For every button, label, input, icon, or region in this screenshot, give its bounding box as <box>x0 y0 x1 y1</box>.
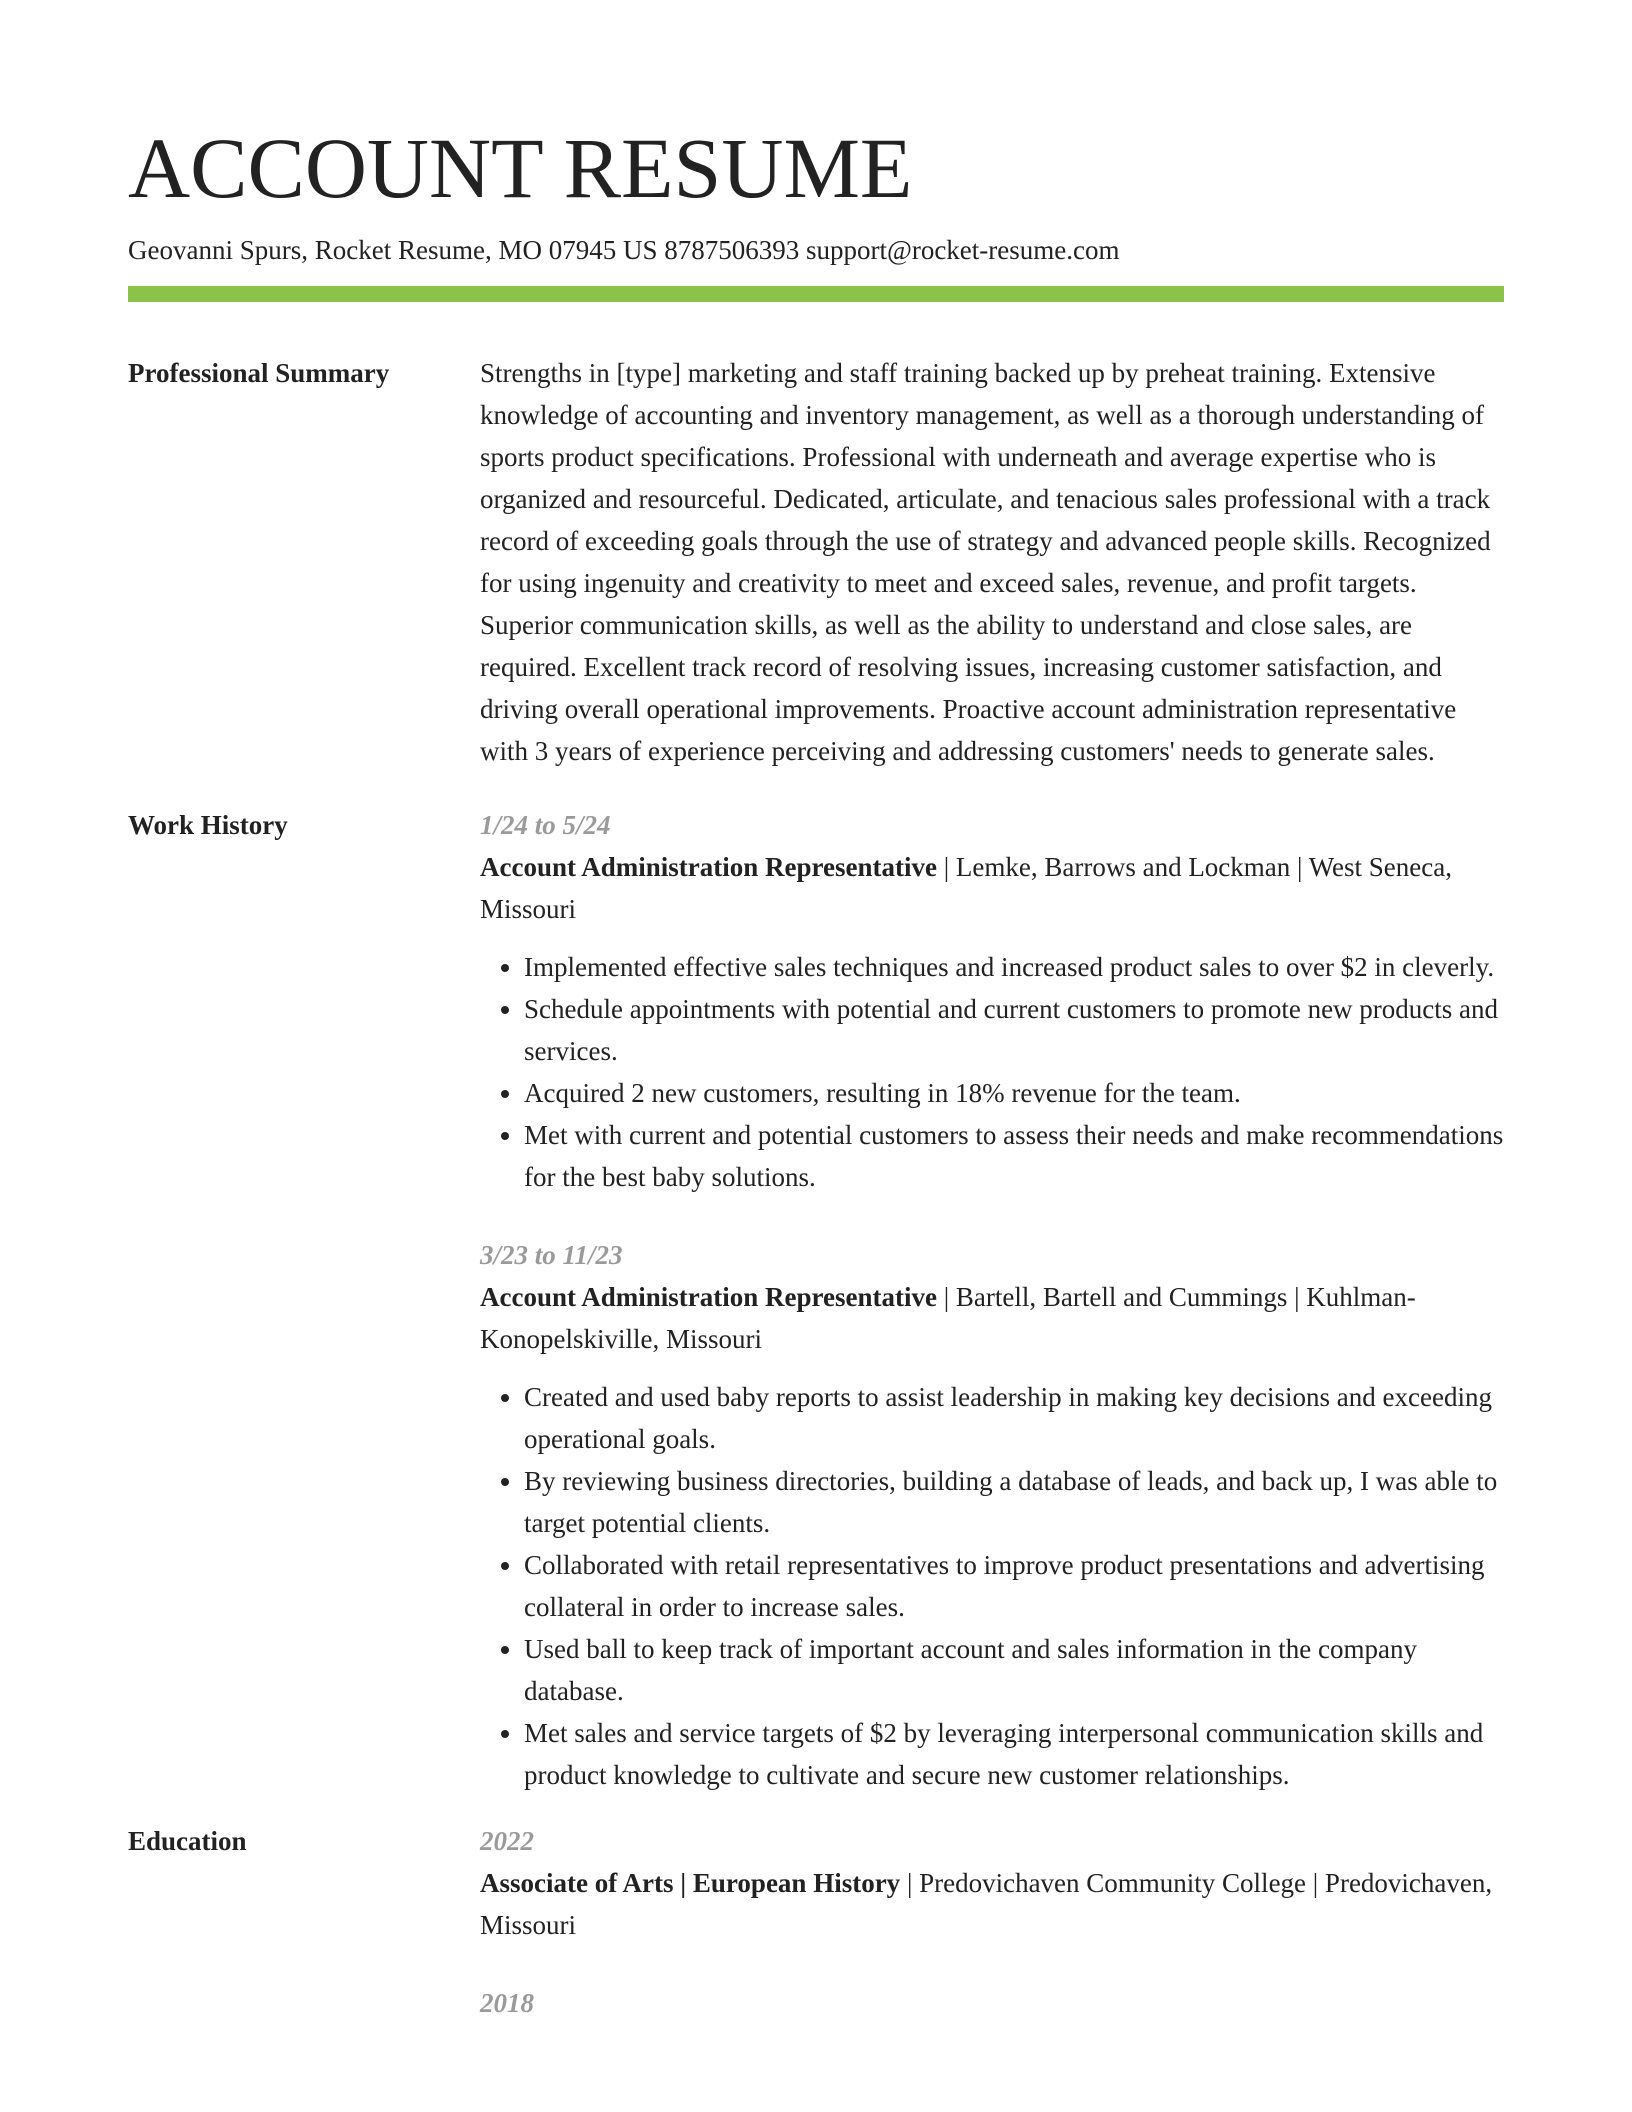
job-dates: 3/23 to 11/23 <box>480 1240 623 1270</box>
list-item: • Collaborated with retail representatives to improve product presentations and advertising collateral in order to increase sales. <box>524 1544 1504 1628</box>
job-details: | Bartell, Bartell and Cummings | Kuhlman-Konopelskiville, Missouri <box>480 1282 1416 1354</box>
education-entry <box>480 1982 1504 2024</box>
job-heading <box>480 1276 1504 1360</box>
section-label-education: Education <box>128 1826 247 1856</box>
education-year: 2018 <box>480 1988 534 2018</box>
list-item: • Acquired 2 new customers, resulting in 18% revenue for the team. <box>524 1072 1504 1114</box>
section-label-work: Work History <box>128 810 288 840</box>
education-heading <box>480 1862 1504 1946</box>
job-entry <box>480 804 1504 1198</box>
list-item: • By reviewing business directories, building a database of leads, and back up, I was able to target potential clients. <box>524 1460 1504 1544</box>
list-item: • Met with current and potential customers to assess their needs and make recommendations for the best baby solutions. <box>524 1114 1504 1198</box>
job-details: | Lemke, Barrows and Lockman | West Seneca, Missouri <box>480 852 1452 924</box>
education-section <box>128 1820 1504 2024</box>
list-item: • Implemented effective sales techniques and increased product sales to over $2 in cleverly. <box>524 946 1504 988</box>
list-item: • Used ball to keep track of important account and sales information in the company database. <box>524 1628 1504 1712</box>
summary-text: Strengths in [type] marketing and staff training backed up by preheat training. Extensive knowledge of accounting and inventory management, as well as a thorough understanding of sports product specifications. Professional with underneath and average expertise who is organized and resourceful. Dedicated, articulate, and tenacious sales professional with a track record of exceeding goals through the use of strategy and advanced people skills. Recognized for using ingenuity and creativity to meet and exceed sales, revenue, and profit targets. Superior communication skills, as well as the ability to understand and close sales, are required. Excellent track record of resolving issues, increasing customer satisfaction, and driving overall operational improvements. Proactive account administration representative with 3 years of experience perceiving and addressing customers' needs to generate sales. <box>480 358 1491 766</box>
job-bullets <box>480 946 1504 1198</box>
education-year: 2022 <box>480 1826 534 1856</box>
resume-page <box>128 0 1504 2024</box>
education-body <box>480 1820 1504 2024</box>
work-history-section <box>128 804 1504 1796</box>
job-title: Account Administration Representative <box>480 852 937 882</box>
resume-title: ACCOUNT RESUME <box>128 120 913 216</box>
work-history-body <box>480 804 1504 1796</box>
header-divider <box>128 286 1504 302</box>
job-entry <box>480 1234 1504 1796</box>
contact-line: Geovanni Spurs, Rocket Resume, MO 07945 US 8787506393 support@rocket-resume.com <box>128 235 1120 265</box>
job-bullets <box>480 1376 1504 1796</box>
list-item: • Met sales and service targets of $2 by leveraging interpersonal communication skills and product knowledge to cultivate and secure new customer relationships. <box>524 1712 1504 1796</box>
job-heading <box>480 846 1504 930</box>
summary-section <box>128 352 1504 772</box>
list-item: • Schedule appointments with potential and current customers to promote new products and services. <box>524 988 1504 1072</box>
degree-title: Associate of Arts | European History <box>480 1868 901 1898</box>
education-details: | Predovichaven Community College | Predovichaven, Missouri <box>480 1868 1493 1940</box>
job-dates: 1/24 to 5/24 <box>480 810 611 840</box>
job-title: Account Administration Representative <box>480 1282 937 1312</box>
education-entry <box>480 1820 1504 1946</box>
list-item: • Created and used baby reports to assist leadership in making key decisions and exceeding operational goals. <box>524 1376 1504 1460</box>
section-label-summary: Professional Summary <box>128 358 390 388</box>
